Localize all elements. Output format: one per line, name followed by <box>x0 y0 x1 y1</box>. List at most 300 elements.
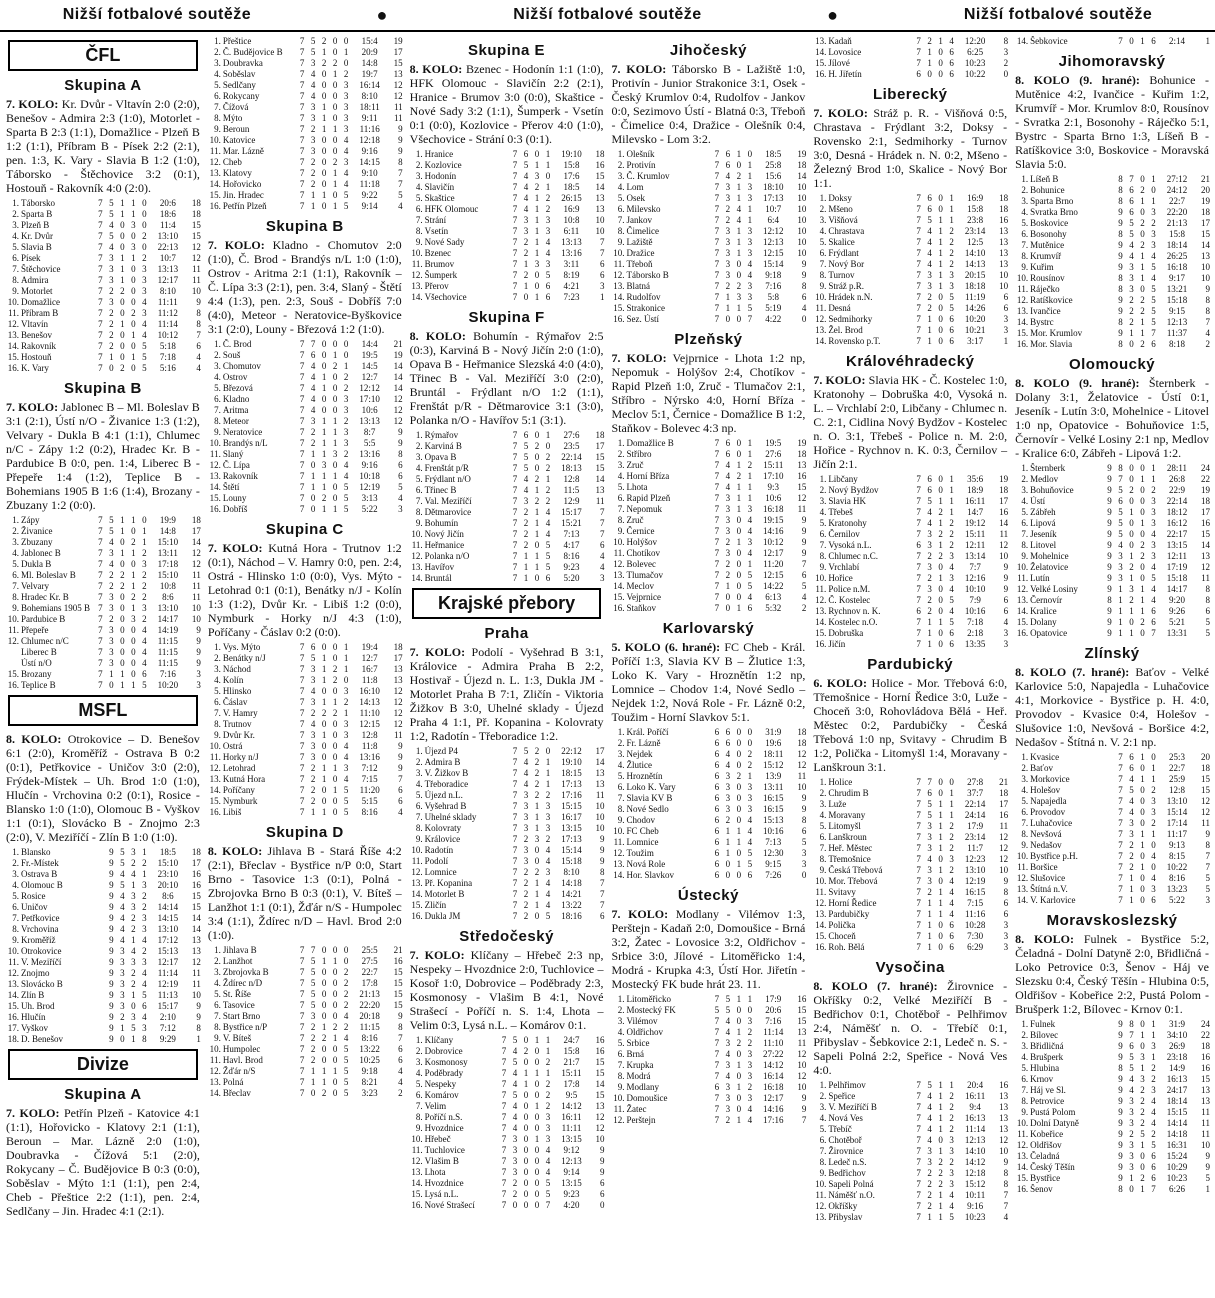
table-cell: Havířov <box>424 562 455 572</box>
table-cell: 7 <box>98 319 103 329</box>
table-cell: 6 <box>714 738 720 748</box>
table-cell: 11. <box>815 303 827 313</box>
table-cell: 3 <box>142 913 147 923</box>
table-cell: 1 <box>938 540 943 550</box>
table-cell: 5 <box>1205 617 1210 627</box>
table-cell: 4:21 <box>563 281 580 291</box>
table-cell: 0 <box>523 1112 529 1122</box>
table-cell: 12. <box>1016 584 1029 594</box>
table-cell: 1 <box>747 559 753 569</box>
table-cell: Dukla JM <box>424 911 461 921</box>
table-cell: 2 <box>343 978 349 988</box>
table-cell: 7 <box>916 1080 921 1090</box>
table-cell: 12. <box>209 1066 221 1076</box>
table-cell: 3 <box>131 242 136 252</box>
table-row <box>206 675 404 686</box>
table-cell: 7 <box>299 653 305 663</box>
table-cell: 11:37 <box>1166 328 1188 338</box>
table-cell: 6. <box>214 394 221 404</box>
table-cell: 2 <box>523 834 529 844</box>
table-cell: 3 <box>725 226 731 236</box>
table-cell: 3 <box>545 226 551 236</box>
table-cell: 0 <box>1140 763 1145 773</box>
table-row <box>1013 807 1211 818</box>
table-cell: 1 <box>1140 328 1145 338</box>
table-cell: 0 <box>736 548 742 558</box>
table-cell: 0 <box>736 804 742 814</box>
table-cell: 7 <box>501 1068 507 1078</box>
table-cell: 0 <box>736 449 742 459</box>
table-cell: 4 <box>725 1027 731 1037</box>
table-cell: 9 <box>1118 1140 1123 1150</box>
table-cell: Černice <box>626 526 655 536</box>
table-cell: 13 <box>999 1102 1009 1112</box>
table-row <box>206 719 404 730</box>
table-cell: 2 <box>725 281 731 291</box>
table-cell: 5:22 <box>361 504 378 514</box>
table-cell: 5. <box>819 518 827 528</box>
table-row <box>206 1066 404 1077</box>
table-cell: 14. <box>209 785 221 795</box>
table-cell: 18 <box>797 727 807 737</box>
table-cell: Mýto <box>222 113 243 123</box>
table-row <box>4 319 202 330</box>
table-cell: 17 <box>191 526 201 536</box>
table-cell: 4. <box>617 1027 625 1037</box>
table-cell: 3:17 <box>967 336 984 346</box>
table-cell: 7 <box>714 438 720 448</box>
table-cell: 2. <box>12 526 19 536</box>
table-row <box>609 782 807 793</box>
table-cell: 7 <box>98 581 103 591</box>
table-cell: 6 <box>1205 606 1210 616</box>
table-cell: 9 <box>801 515 807 525</box>
table-cell: 1 <box>120 548 125 558</box>
standings-table <box>206 945 404 1099</box>
table-cell: 14. <box>613 581 625 591</box>
table-cell: 5 <box>801 837 807 847</box>
table-cell: 12. <box>613 559 625 569</box>
table-cell: 1 <box>725 292 731 302</box>
table-cell: 1 <box>545 430 551 440</box>
standings-table <box>1013 174 1211 350</box>
table-row <box>408 1112 606 1123</box>
table-cell: 17 <box>999 799 1009 809</box>
table-cell: 17. <box>7 1023 19 1033</box>
table-cell: 0 <box>523 1090 529 1100</box>
table-cell: 11. <box>209 1055 221 1065</box>
table-cell: 1 <box>1129 507 1134 517</box>
table-row <box>609 815 807 826</box>
table-cell: 3 <box>534 259 540 269</box>
table-cell: 5. <box>214 686 221 696</box>
table-cell: 4. <box>415 1068 423 1078</box>
table-cell: 13. <box>209 1077 221 1087</box>
table-cell: 7 <box>512 430 518 440</box>
table-cell: 12:11 <box>1166 551 1188 561</box>
table-cell: 1 <box>332 1066 338 1076</box>
table-cell: 0 <box>332 91 338 101</box>
table-cell: 2 <box>343 372 349 382</box>
table-cell: 11. <box>613 1104 625 1114</box>
table-cell: 0 <box>332 642 338 652</box>
table-cell: 4 <box>523 757 529 767</box>
table-cell: 2. <box>214 956 221 966</box>
table-cell: 3 <box>1151 207 1156 217</box>
table-row <box>206 945 404 956</box>
table-cell: 9:18 <box>361 1066 378 1076</box>
table-cell: 10:29 <box>1166 1162 1188 1172</box>
table-cell: 7 <box>916 1124 921 1134</box>
table-cell: 7 <box>599 878 605 888</box>
table-cell: 7 <box>512 270 518 280</box>
table-cell: 6. <box>12 253 19 263</box>
table-row <box>811 617 1009 628</box>
table-cell: 1 <box>120 515 125 525</box>
table-cell: 8 <box>1205 840 1210 850</box>
table-row <box>609 1038 807 1049</box>
table-cell: 4 <box>927 1135 932 1145</box>
table-cell: 18:14 <box>1166 1096 1188 1106</box>
table-row <box>609 537 807 548</box>
table-cell: Dobříš <box>222 504 248 514</box>
table-row <box>811 898 1009 909</box>
table-cell: 3 <box>310 1011 316 1021</box>
table-cell: Bystrc <box>1030 317 1054 327</box>
table-cell: 6. <box>415 801 423 811</box>
table-cell: 6 <box>801 292 807 302</box>
table-cell: 15 <box>393 989 403 999</box>
table-cell: Zápy <box>21 515 40 525</box>
table-cell: Sedlčany <box>222 80 256 90</box>
table-cell: 5 <box>545 1189 551 1199</box>
table-cell: 12:17 <box>763 1093 784 1103</box>
table-cell: 3 <box>927 843 932 853</box>
table-cell: Souš <box>222 350 241 360</box>
table-cell: 7 <box>714 1060 720 1070</box>
table-cell: Jankov <box>626 215 652 225</box>
table-cell: 6 <box>523 149 529 159</box>
table-cell: Perštejn <box>626 1115 656 1125</box>
table-cell: 8. <box>1021 251 1029 261</box>
table-cell: 1 <box>938 810 943 820</box>
table-row <box>811 303 1009 314</box>
table-cell: Ratíškovice <box>1030 295 1073 305</box>
table-cell: 2 <box>1129 317 1134 327</box>
table-cell: 7 <box>501 1035 507 1045</box>
table-cell: 7 <box>398 168 403 178</box>
table-cell: 1 <box>310 1066 316 1076</box>
table-cell: 1 <box>1140 606 1145 616</box>
table-cell: 6 <box>599 1178 605 1188</box>
table-cell: 11. <box>815 584 827 594</box>
table-cell: 4 <box>545 856 551 866</box>
table-row <box>4 847 202 858</box>
table-row <box>609 482 807 493</box>
table-cell: 7 <box>714 504 720 514</box>
table-cell: 14 <box>393 372 403 382</box>
table-cell: 7 <box>98 220 103 230</box>
table-cell: 11. <box>411 856 423 866</box>
table-row <box>609 493 807 504</box>
table-cell: 1 <box>310 201 316 211</box>
table-cell: 13:10 <box>964 865 986 875</box>
table-cell: Tasovice <box>222 1000 255 1010</box>
table-cell: 4 <box>120 869 125 879</box>
table-cell: 1 <box>736 303 742 313</box>
table-cell: 4 <box>801 592 807 602</box>
table-cell: 9. <box>1021 1107 1029 1117</box>
table-cell: 1 <box>131 935 136 945</box>
table-row <box>609 749 807 760</box>
table-cell: Česká Třebová <box>828 865 883 875</box>
table-cell: 4 <box>343 168 349 178</box>
table-cell: 10. <box>613 826 625 836</box>
table-cell: 0 <box>534 1200 540 1210</box>
table-cell: 4 <box>109 220 114 230</box>
table-cell: 2 <box>321 493 327 503</box>
table-cell: 7 <box>512 292 518 302</box>
table-cell: 4 <box>343 774 349 784</box>
table-cell: 2 <box>938 1157 943 1167</box>
table-cell: Lysá n.L. <box>424 1189 459 1199</box>
table-cell: 8 <box>398 157 403 167</box>
table-cell: 0 <box>120 625 125 635</box>
table-cell: Rosice <box>21 891 46 901</box>
table-cell: 2 <box>747 749 753 759</box>
table-cell: 12:18 <box>964 1168 986 1178</box>
table-cell: 6 <box>949 314 954 324</box>
table-cell: 9 <box>1107 573 1112 583</box>
table-cell: 1 <box>343 664 349 674</box>
table-cell: Bystřice p.H. <box>1030 851 1078 861</box>
table-cell: 16:10 <box>359 686 380 696</box>
table-cell: 3 <box>343 80 349 90</box>
table-cell: 3 <box>747 182 753 192</box>
table-cell: 7 <box>299 1044 305 1054</box>
table-cell: 1 <box>534 812 540 822</box>
table-cell: 5. <box>415 193 423 203</box>
table-cell: 9 <box>196 625 201 635</box>
table-cell: 12 <box>393 416 403 426</box>
table-cell: 3 <box>927 1157 932 1167</box>
table-cell: 4 <box>545 237 551 247</box>
table-cell: 14:15 <box>157 913 179 923</box>
table-cell: 8. <box>819 854 827 864</box>
table-row <box>4 592 202 603</box>
table-cell: 2 <box>332 708 338 718</box>
table-cell: 11:20 <box>359 785 380 795</box>
table-row <box>206 1000 404 1011</box>
table-cell: 1. <box>617 438 625 448</box>
table-cell: 1 <box>1129 551 1134 561</box>
table-cell: Čáslav <box>222 697 248 707</box>
standings-table <box>206 339 404 515</box>
table-cell: 13:22 <box>561 900 582 910</box>
table-cell: 7 <box>714 449 720 459</box>
table-row <box>206 91 404 102</box>
table-cell: 2 <box>523 237 529 247</box>
table-row <box>811 1212 1009 1223</box>
table-cell: 4 <box>142 935 147 945</box>
table-cell: 9 <box>1107 529 1112 539</box>
table-cell: 16 <box>797 471 807 481</box>
table-cell: 11:11 <box>157 297 178 307</box>
table-cell: 14. <box>209 1088 221 1098</box>
table-cell: Luhačovice <box>1030 818 1073 828</box>
table-cell: 9 <box>1003 562 1009 572</box>
table-cell: 21:7 <box>563 1057 580 1067</box>
table-row <box>4 231 202 242</box>
table-cell: 7 <box>299 945 305 955</box>
table-cell: 3 <box>343 124 349 134</box>
table-cell: 6 <box>714 837 720 847</box>
table-cell: 15:15 <box>1166 1107 1188 1117</box>
table-cell: 7 <box>299 372 305 382</box>
table-cell: 9:14 <box>361 201 378 211</box>
table-cell: 16:18 <box>1166 262 1188 272</box>
table-cell: 2 <box>109 614 114 624</box>
table-cell: 16:12 <box>1166 518 1188 528</box>
table-cell: 3 <box>1151 1041 1156 1051</box>
table-cell: 1 <box>321 504 327 514</box>
table-cell: Rokycany <box>222 91 260 101</box>
table-row <box>408 1090 606 1101</box>
table-cell: 2 <box>523 540 529 550</box>
table-cell: 0 <box>321 69 327 79</box>
table-cell: 0 <box>736 793 742 803</box>
table-cell: 14:5 <box>361 361 378 371</box>
table-cell: 3 <box>747 1093 753 1103</box>
table-row <box>609 1005 807 1016</box>
table-row <box>408 529 606 540</box>
table-cell: 3 <box>109 603 114 613</box>
table-cell: Písek <box>21 253 41 263</box>
table-cell: 8. <box>214 416 221 426</box>
table-cell: 11 <box>393 730 403 740</box>
table-cell: 0 <box>1140 851 1145 861</box>
table-cell: 0 <box>534 1079 540 1089</box>
table-cell: 0 <box>747 149 753 159</box>
table-row <box>811 518 1009 529</box>
table-cell: 0 <box>938 58 943 68</box>
table-cell: 22:14 <box>561 452 582 462</box>
table-cell: 7. <box>415 812 423 822</box>
table-cell: 6 <box>725 449 731 459</box>
table-cell: 10 <box>797 237 807 247</box>
table-cell: 7 <box>98 308 103 318</box>
table-cell: Šternberk <box>1030 463 1066 473</box>
table-cell: 1 <box>310 190 316 200</box>
table-cell: 0 <box>938 595 943 605</box>
table-cell: 4 <box>512 1123 518 1133</box>
table-cell: 19 <box>393 36 403 46</box>
table-row <box>408 867 606 878</box>
table-row <box>206 460 404 471</box>
table-cell: 15:14 <box>561 845 582 855</box>
table-cell: 6 <box>725 438 731 448</box>
table-cell: 2 <box>109 341 114 351</box>
table-cell: 1 <box>545 768 551 778</box>
table-cell: 8 <box>1118 284 1123 294</box>
table-cell: 12. <box>209 763 221 773</box>
round-label: 7. KOLO: <box>207 238 265 252</box>
table-cell: 5 <box>523 452 529 462</box>
table-cell: 1 <box>1129 895 1134 905</box>
table-cell: 0 <box>343 675 349 685</box>
table-cell: 7 <box>916 281 921 291</box>
table-cell: 0 <box>120 658 125 668</box>
table-cell: 4 <box>949 584 954 594</box>
table-cell: 2 <box>1129 306 1134 316</box>
table-cell: 0 <box>938 562 943 572</box>
table-cell: 22:20 <box>359 1000 380 1010</box>
table-cell: 7 <box>714 526 720 536</box>
table-cell: 10 <box>191 603 201 613</box>
table-cell: 7 <box>1118 785 1123 795</box>
table-cell: 20:6 <box>159 198 176 208</box>
table-cell: Vysoká n.L. <box>828 540 872 550</box>
table-row <box>811 485 1009 496</box>
table-cell: 9 <box>599 856 605 866</box>
table-cell: 7 <box>98 330 103 340</box>
table-row <box>1013 1096 1211 1107</box>
table-row <box>811 920 1009 931</box>
table-cell: 4 <box>512 1079 518 1089</box>
table-row <box>1013 840 1211 851</box>
table-cell: 3 <box>725 1060 731 1070</box>
table-cell: 3. <box>415 452 423 462</box>
table-cell: Vejprnice <box>626 592 661 602</box>
table-cell: V. Žižkov B <box>424 768 469 778</box>
table-cell: 6. <box>1021 518 1029 528</box>
table-cell: 2 <box>523 867 529 877</box>
table-cell: 9 <box>1118 1107 1123 1117</box>
table-cell: 16. <box>613 314 625 324</box>
table-cell: 2 <box>534 790 540 800</box>
table-cell: Hořice <box>828 573 853 583</box>
table-cell: 2. <box>819 485 827 495</box>
table-cell: 10:12 <box>157 330 179 340</box>
group-title: Olomoucký <box>1068 356 1156 373</box>
table-cell: 11. <box>8 957 19 967</box>
table-row <box>1013 474 1211 485</box>
table-cell: 10:12 <box>763 537 784 547</box>
table-cell: 8 <box>1003 1168 1009 1178</box>
table-cell: 6 <box>599 911 605 921</box>
table-cell: 15 <box>595 1090 605 1100</box>
table-row <box>1013 1118 1211 1129</box>
table-cell: 0 <box>332 752 338 762</box>
table-cell: 1 <box>534 823 540 833</box>
table-row <box>206 471 404 482</box>
table-row <box>206 135 404 146</box>
table-cell: 7 <box>501 1046 507 1056</box>
table-cell: 10. <box>815 292 827 302</box>
table-cell: 15:11 <box>965 529 986 539</box>
table-cell: 7 <box>512 237 518 247</box>
table-cell: 12 <box>393 405 403 415</box>
table-cell: 1 <box>310 471 316 481</box>
table-cell: 12. <box>209 157 221 167</box>
table-row <box>811 226 1009 237</box>
table-cell: 7. <box>819 1146 827 1156</box>
table-cell: 11 <box>999 821 1009 831</box>
table-cell: Č. Budějovice B <box>222 47 283 57</box>
table-cell: 16. <box>1016 1184 1029 1194</box>
table-cell: 9 <box>109 979 114 989</box>
table-cell: 0 <box>321 1044 327 1054</box>
